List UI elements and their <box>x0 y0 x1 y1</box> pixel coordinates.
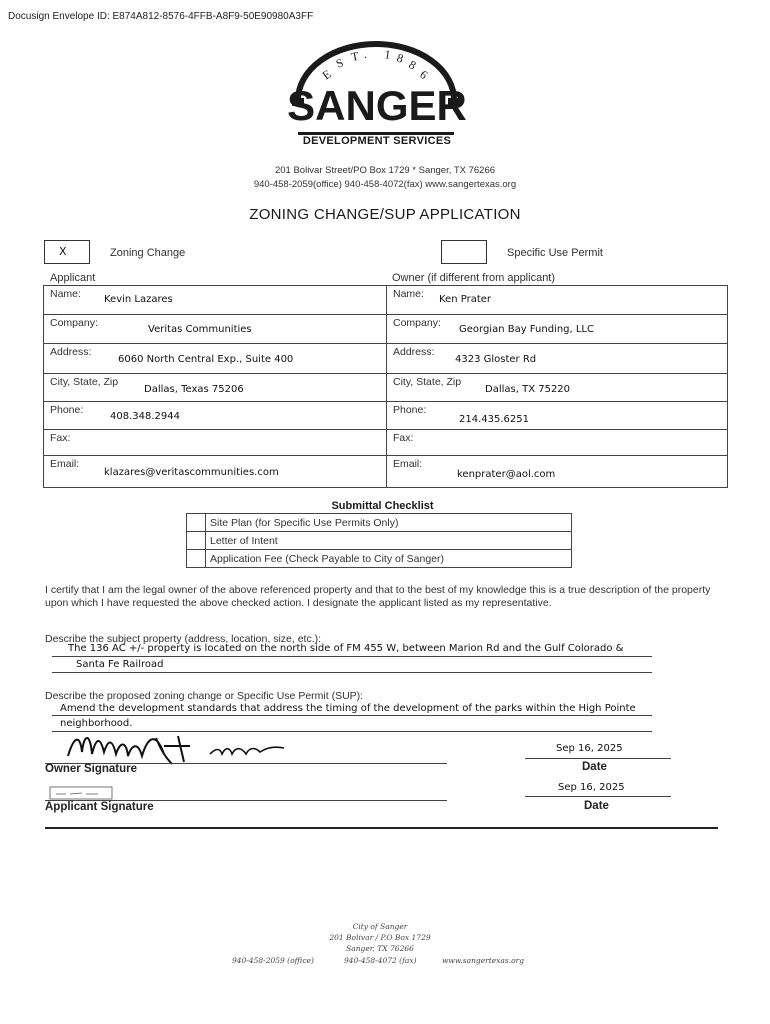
field-label: City, State, Zip <box>50 376 119 388</box>
applicant-email: klazares@veritascommunities.com <box>104 467 279 478</box>
checklist-checkbox[interactable] <box>187 514 206 532</box>
proposed-line-2: neighborhood. <box>60 718 133 729</box>
page-title: ZONING CHANGE/SUP APPLICATION <box>249 206 521 223</box>
zoning-change-checkbox[interactable] <box>44 240 90 264</box>
svg-text:1: 1 <box>383 47 392 62</box>
checklist-item: Application Fee (Check Payable to City of Sanger) <box>206 550 572 568</box>
owner-name-cell[interactable] <box>387 286 728 315</box>
footer-city-zip: Sanger, TX 76266 <box>346 944 414 953</box>
field-label: Address: <box>50 346 92 358</box>
applicant-address-cell[interactable] <box>44 344 387 374</box>
applicant-date-label: Date <box>584 800 609 812</box>
svg-text:E: E <box>319 66 334 83</box>
applicant-date-value: Sep 16, 2025 <box>558 782 625 793</box>
owner-name: Ken Prater <box>439 294 492 305</box>
applicant-company: Veritas Communities <box>148 324 252 335</box>
svg-text:.: . <box>364 47 367 61</box>
field-label: Name: <box>50 288 81 300</box>
owner-heading: Owner (if different from applicant) <box>392 272 556 284</box>
applicant-signature-label: Applicant Signature <box>45 801 154 813</box>
owner-date-line <box>525 758 671 759</box>
owner-address-cell[interactable] <box>387 344 728 374</box>
applicant-name-cell[interactable] <box>44 286 387 315</box>
field-label: City, State, Zip <box>393 376 462 388</box>
property-line-1: The 136 AC +/- property is located on the north side of FM 455 W, between Marion Rd and the Gulf Colorado & <box>68 643 624 654</box>
field-label: Email: <box>50 458 80 470</box>
field-label: Phone: <box>393 404 427 416</box>
owner-city-cell[interactable] <box>387 374 728 402</box>
bottom-divider <box>45 827 718 829</box>
checklist-item: Letter of Intent <box>206 532 572 550</box>
applicant-email-cell[interactable] <box>44 456 387 488</box>
applicant-heading: Applicant <box>50 272 96 284</box>
footer-address: 201 Bolivar / P.O Box 1729 <box>329 933 431 942</box>
svg-text:6: 6 <box>417 67 431 83</box>
owner-signature-image <box>60 726 300 768</box>
zoning-change-mark: X <box>59 245 67 258</box>
field-label: Name: <box>393 288 424 300</box>
footer-website[interactable]: www.sangertexas.org <box>442 956 525 965</box>
applicant-signature-stamp <box>46 782 116 800</box>
proposed-underline-1 <box>52 715 652 716</box>
checklist-table <box>186 513 572 568</box>
sup-label: Specific Use Permit <box>507 247 603 259</box>
logo-subtitle: DEVELOPMENT SERVICES <box>302 135 452 147</box>
header-contact: 940-458-2059(office) 940-458-4072(fax) www.sangertexas.org <box>253 179 517 190</box>
certification-text: I certify that I am the legal owner of the above referenced property and that to the best of my knowledge this is a true description of the property upon which I have requested the above checked action. I designate the applicant listed as my representative. <box>45 584 711 609</box>
zoning-change-label: Zoning Change <box>110 247 186 259</box>
svg-text:8: 8 <box>395 50 406 66</box>
applicant-fax-cell[interactable] <box>44 430 387 456</box>
proposed-label: Describe the proposed zoning change or Specific Use Permit (SUP): <box>45 690 364 702</box>
field-label: Fax: <box>393 432 414 444</box>
owner-company: Georgian Bay Funding, LLC <box>459 324 594 335</box>
contact-table <box>43 285 728 488</box>
property-label: Describe the subject property (address, location, size, etc.): <box>45 633 322 645</box>
owner-date-value: Sep 16, 2025 <box>556 743 623 754</box>
owner-date-label: Date <box>582 761 607 773</box>
proposed-line-1: Amend the development standards that address the timing of the development of the parks within the High Pointe <box>60 703 636 714</box>
applicant-phone: 408.348.2944 <box>110 411 180 422</box>
field-label: Fax: <box>50 432 71 444</box>
applicant-phone-cell[interactable] <box>44 402 387 430</box>
property-line-2: Santa Fe Railroad <box>76 659 164 670</box>
field-label: Address: <box>393 346 435 358</box>
checklist-checkbox[interactable] <box>187 532 206 550</box>
svg-text:8: 8 <box>406 57 419 73</box>
owner-email: kenprater@aol.com <box>457 469 556 480</box>
field-label: Company: <box>393 317 441 329</box>
applicant-company-cell[interactable] <box>44 315 387 344</box>
logo-name: SANGER <box>287 82 467 129</box>
checklist-checkbox[interactable] <box>187 550 206 568</box>
owner-phone: 214.435.6251 <box>459 414 529 425</box>
checklist-row <box>187 550 572 568</box>
applicant-city: Dallas, Texas 75206 <box>144 384 244 395</box>
sup-checkbox[interactable] <box>441 240 487 264</box>
owner-phone-cell[interactable] <box>387 402 728 430</box>
property-underline-2 <box>52 672 652 673</box>
applicant-date-line <box>525 796 671 797</box>
owner-company-cell[interactable] <box>387 315 728 344</box>
svg-text:S: S <box>333 55 346 71</box>
checklist-title: Submittal Checklist <box>331 500 434 512</box>
footer-fax: 940-458-4072 (fax) <box>344 956 417 965</box>
envelope-id: Docusign Envelope ID: E874A812-8576-4FFB-A8F9-50E90980A3FF <box>8 11 314 22</box>
owner-fax-cell[interactable] <box>387 430 728 456</box>
field-label: Company: <box>50 317 98 329</box>
checklist-item: Site Plan (for Specific Use Permits Only) <box>206 514 572 532</box>
footer-city: City of Sanger <box>352 922 408 931</box>
owner-city: Dallas, TX 75220 <box>485 384 571 395</box>
checklist-row <box>187 532 572 550</box>
applicant-city-cell[interactable] <box>44 374 387 402</box>
footer-office: 940-458-2059 (office) <box>232 956 314 965</box>
owner-signature-label: Owner Signature <box>45 763 138 775</box>
applicant-name: Kevin Lazares <box>104 294 173 305</box>
owner-address: 4323 Gloster Rd <box>455 354 537 365</box>
field-label: Email: <box>393 458 423 470</box>
owner-email-cell[interactable] <box>387 456 728 488</box>
applicant-address: 6060 North Central Exp., Suite 400 <box>118 354 294 365</box>
property-underline-1 <box>52 656 652 657</box>
header-address: 201 Bolivar Street/PO Box 1729 * Sanger, TX 76266 <box>274 165 496 176</box>
svg-text:T: T <box>350 48 360 64</box>
field-label: Phone: <box>50 404 84 416</box>
checklist-row <box>187 514 572 532</box>
